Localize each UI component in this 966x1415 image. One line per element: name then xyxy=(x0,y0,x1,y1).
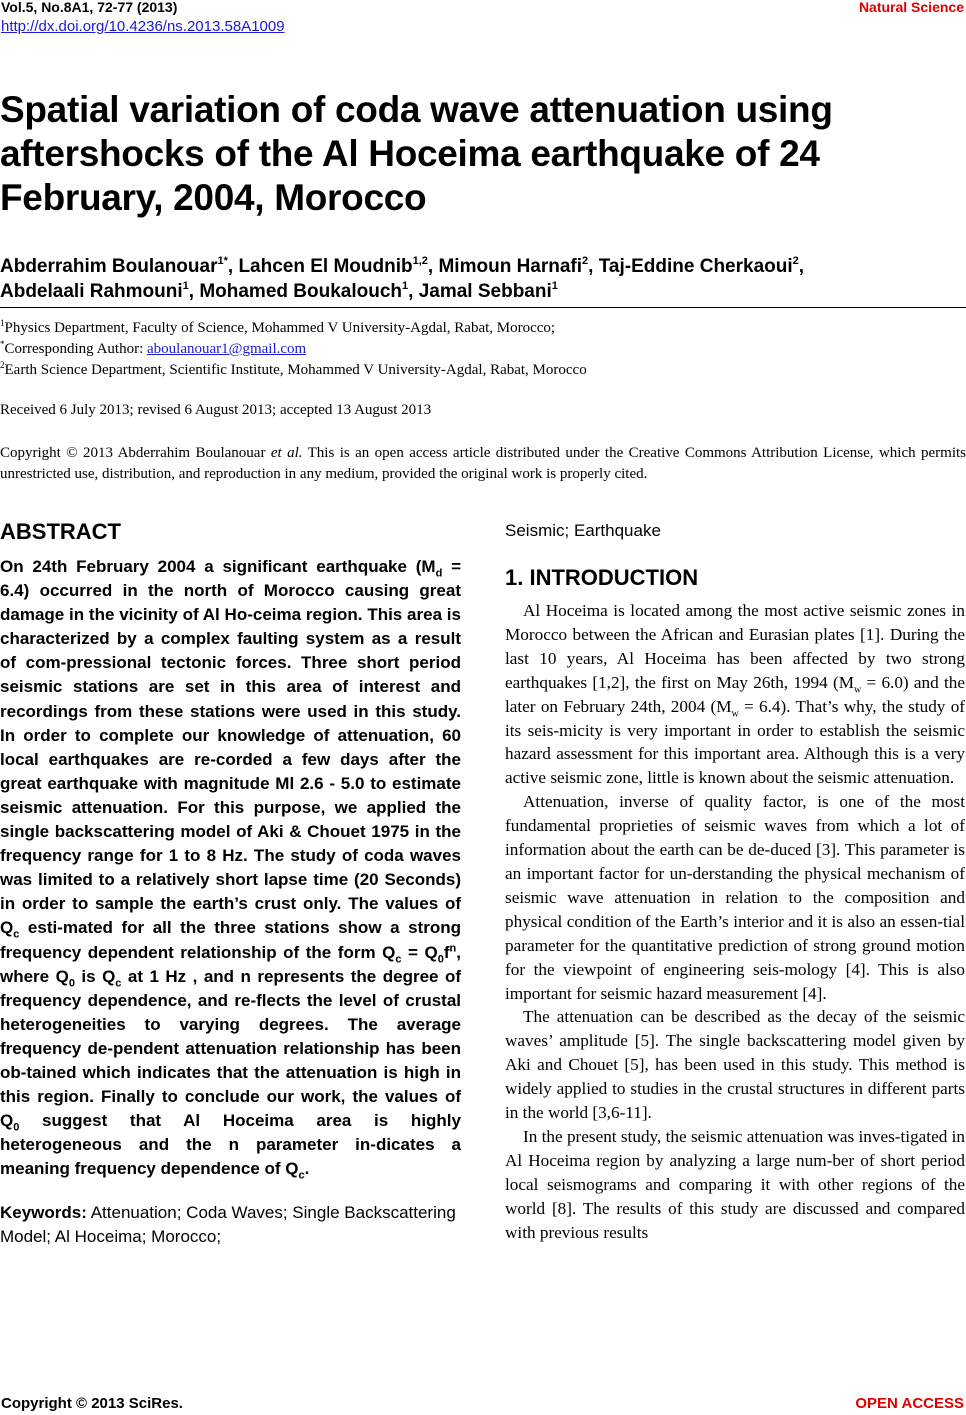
author-affiliation-mark: 2 xyxy=(582,254,589,267)
author-affiliation-mark: 1 xyxy=(551,279,558,292)
keywords xyxy=(0,1201,461,1249)
doi-link[interactable]: http://dx.doi.org/10.4236/ns.2013.58A1009 xyxy=(1,18,285,35)
intro-paragraph-2: Attenuation, inverse of quality factor, is one of the most fundamental proprieties of seismic waves from which a lot of information about the earth can be de-duced [3]. This parameter is an important factor for un-derstanding the physical mechanism of seismic wave attenuation in relation to the composition and physical condition of the Earth’s interior and it is also an essen-tial parameter for the quantitative prediction of strong ground motion for the viewpoint of engineering seis-mology [4]. This is also important for seismic hazard measurement [4]. xyxy=(505,792,965,1003)
intro-paragraph-1: Al Hoceima is located among the most active seismic zones in Morocco between the African and Eurasian plates [1]. During the last 10 years, Al Hoceima has been affected by two strong earthquakes [1,2], the first on May 26th, 1994 $(M_w = 6.0)$ and the later on February 24th, 2004 $(M_w = 6.4)$. That’s why, the study of its seis-micity is very important in order to establish the seismic hazard assessment for this important area. Although this is a very active seismic zone, little is known about the seismic attenuation. xyxy=(505,601,966,788)
keywords-continued: Seismic; Earthquake xyxy=(505,521,661,540)
author-affiliation-mark: 1* xyxy=(217,254,228,267)
author: Abderrahim Boulanouar xyxy=(0,256,218,277)
journal-name: Natural Science xyxy=(858,0,964,15)
intro-paragraph-3: The attenuation can be described as the decay of the seismic waves’ amplitude [5]. The single backscattering model given by Aki and Chouet [5], has been used in this study. This method is widely applied to studies in the crustal structures in different parts in the world [3,6-11]. xyxy=(505,1007,965,1123)
author-list: Abderrahim Boulanouar$^{1*}$, Lahcen El Moudnib$^{1,2}$, Mimoun Harnafi$^2$, Taj-Eddine Cherkaoui$^2$, Abdelaali Rahmouni$^1$, Mohamed Boukalouch$^1$, Jamal Sebbani$^1$ xyxy=(0,254,805,302)
affiliations xyxy=(0,318,966,381)
author: Abdelaali Rahmouni xyxy=(0,281,183,302)
corresponding-author: *Corresponding Author: aboulanouar1@gmail.com xyxy=(0,339,307,357)
keywords-values: Attenuation; Coda Waves; Single Backscattering Model; Al Hoceima; Morocco; xyxy=(0,1203,456,1247)
author-affiliation-mark: 1 xyxy=(402,279,409,292)
left-column xyxy=(0,519,461,1249)
intro-paragraph-4: In the present study, the seismic attenuation was inves-tigated in Al Hoceima region by analyzing a large num-ber of short period local seismograms and comparing it with other regions of the world [8]. The results of this study are discussed and compared with previous results xyxy=(505,1126,965,1242)
author: Mimoun Harnafi xyxy=(438,256,583,277)
abstract-heading: ABSTRACT xyxy=(0,519,121,544)
introduction-heading: 1. INTRODUCTION xyxy=(505,565,699,590)
header-divider xyxy=(0,307,966,308)
abstract-body: On 24th February 2004 a significant earthquake $(M_d = 6.4)$ occurred in the north of Morocco causing great damage in the vicinity of Al Ho-ceima region. This area is characterized by a complex faulting system as a result of com-pressional tectonic forces. Three short period seismic stations are set in this area of interest and recordings from these stations were used in this study. In order to complete our knowledge of attenuation, 60 local earthquakes are re-corded a few days after the great earthquake with magnitude Ml 2.6 - 5.0 to estimate seismic attenuation. For this purpose, we applied the single backscattering model of Aki & Chouet 1975 in the frequency range for 1 to 8 Hz. The study of coda waves was limited to a relatively short lapse time (20 Seconds) in order to sample the earth’s crust only. The values of $Q_c$ esti-mated for all the three stations show a strong frequency dependent relationship of the form $Q_c = Q_0f^n$, where $Q_0$ is $Q_c$ at 1 Hz , and n represents the degree of frequency dependence, and re-flects the level of crustal heterogeneities to varying degrees. The average frequency de-pendent attenuation relationship has been ob-tained which indicates that the attenuation is high in this region. Finally to conclude our work, the values of $Q_0$ suggest that Al Hoceima area is highly heterogeneous and the n parameter in-dicates a meaning frequency dependence of $Q_c$. xyxy=(0,557,462,1182)
author-affiliation-mark: 1,2 xyxy=(412,254,428,267)
open-access-label: OPEN ACCESS xyxy=(855,1395,964,1412)
keywords-label: Keywords: xyxy=(0,1203,87,1223)
paper-title: Spatial variation of coda wave attenuation using aftershocks of the Al Hoceima earthquake of 24 February, 2004, Morocco xyxy=(0,89,833,218)
author: Jamal Sebbani xyxy=(418,281,552,302)
footer-copyright: Copyright © 2013 SciRes. xyxy=(1,1395,183,1412)
corresponding-email-link[interactable]: aboulanouar1@gmail.com xyxy=(147,341,307,357)
author-affiliation-mark: 2 xyxy=(792,254,799,267)
license-statement: Copyright © 2013 Abderrahim Boulanouar et al. This is an open access article distributed under the Creative Commons Attribution License, which permits unrestricted use, distribution, and reproduction in any medium, provided the original work is properly cited. xyxy=(0,445,966,482)
author-affiliation-mark: 1 xyxy=(182,279,189,292)
journal-volume-info: Vol.5, No.8A1, 72-77 (2013) xyxy=(1,0,178,15)
affiliation-2: $^2$Earth Science Department, Scientific Institute, Mohammed V University-Agdal, Rabat, Morocco xyxy=(0,360,587,378)
right-column xyxy=(505,519,965,1244)
received-dates: Received 6 July 2013; revised 6 August 2013; accepted 13 August 2013 xyxy=(0,402,432,418)
affiliation-1: $^1$Physics Department, Faculty of Science, Mohammed V University-Agdal, Rabat, Morocco; xyxy=(0,318,556,336)
author: Taj-Eddine Cherkaoui xyxy=(598,256,793,277)
author: Lahcen El Moudnib xyxy=(238,256,413,277)
author: Mohamed Boukalouch xyxy=(199,281,403,302)
